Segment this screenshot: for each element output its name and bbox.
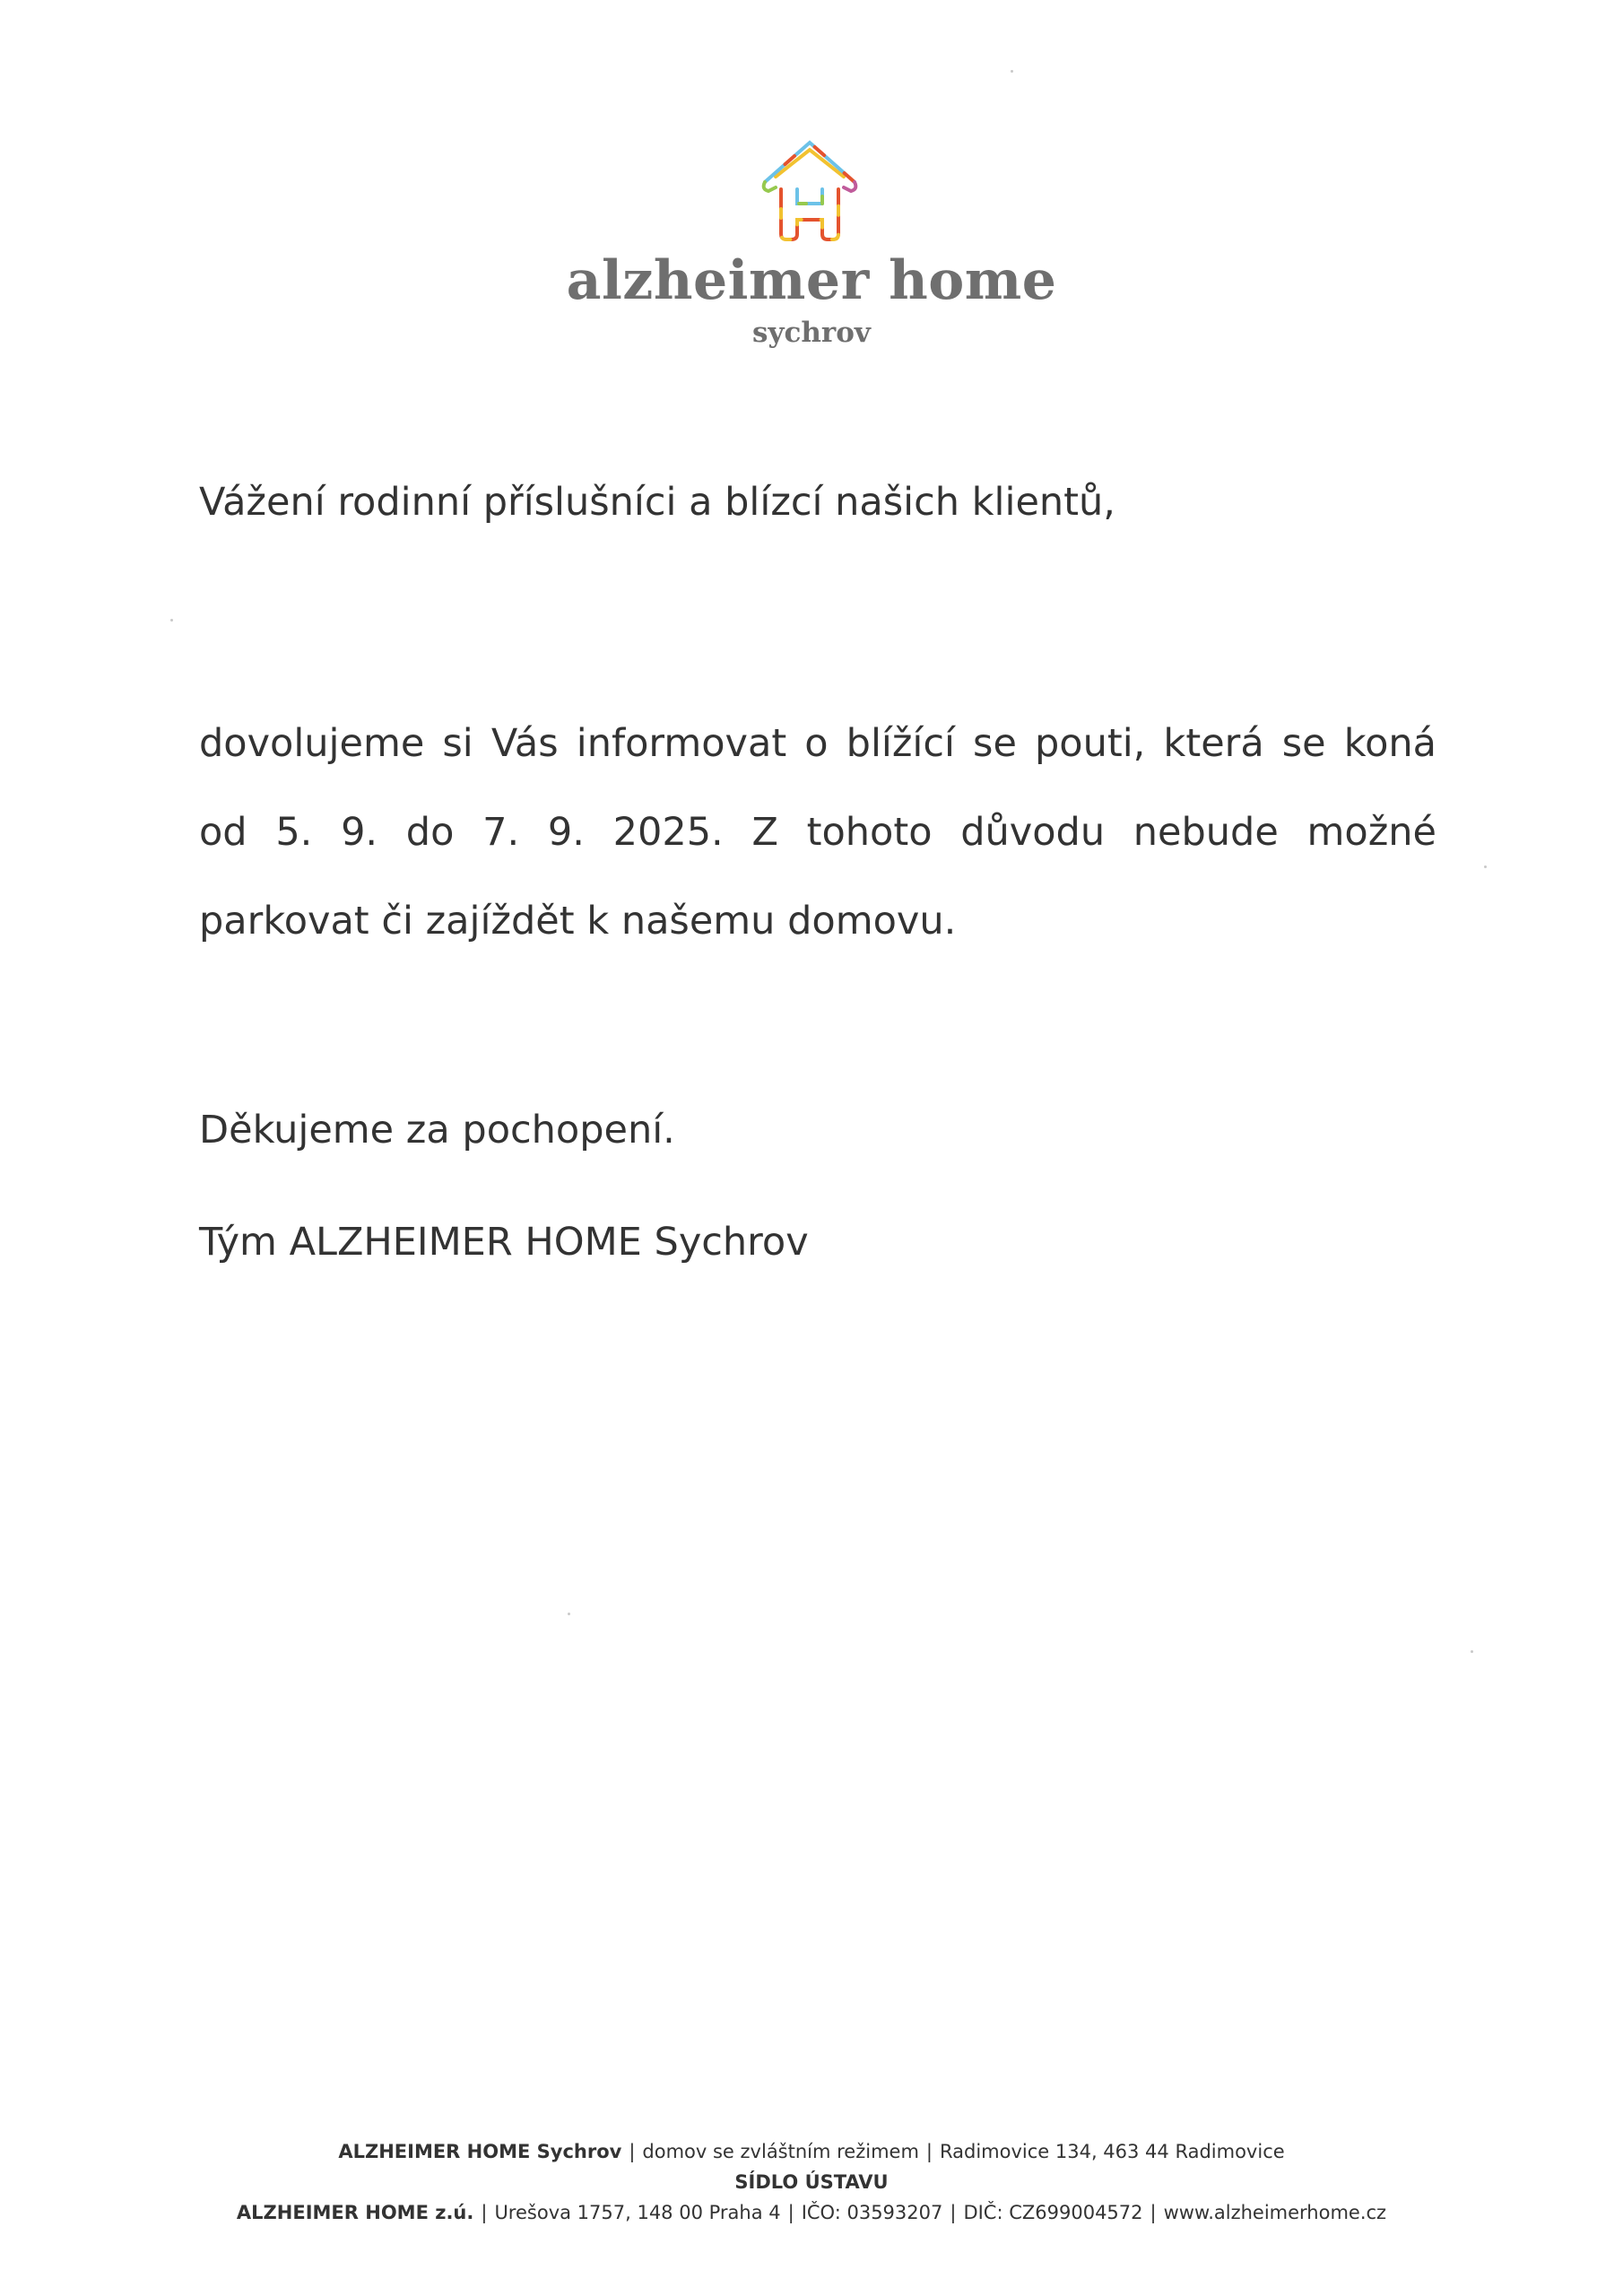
footer-org: ALZHEIMER HOME Sychrov (338, 2141, 622, 2162)
footer-separator: | (925, 2141, 933, 2162)
footer-website-link[interactable]: www.alzheimerhome.cz (1163, 2202, 1387, 2223)
logo (0, 121, 1623, 349)
logo-location: sychrov (752, 317, 871, 349)
scan-speck (568, 1613, 570, 1615)
signature: Tým ALZHEIMER HOME Sychrov (199, 1220, 809, 1265)
scan-speck (170, 619, 173, 622)
footer-facility-type: domov se zvláštním režimem (642, 2141, 919, 2162)
scan-speck (1011, 70, 1013, 73)
scan-speck (1484, 865, 1487, 868)
footer-separator: | (950, 2202, 957, 2223)
footer (0, 2136, 1623, 2228)
footer-dic: DIČ: CZ699004572 (963, 2202, 1143, 2223)
footer-seat-label: SÍDLO ÚSTAVU (734, 2171, 889, 2193)
house-logo-icon (722, 121, 901, 256)
footer-separator: | (1150, 2202, 1157, 2223)
paragraph-line-1: dovolujeme si Vás informovat o blížící se pouti, která se koná (199, 721, 1436, 766)
footer-separator: | (481, 2202, 488, 2223)
notice-paragraph (199, 700, 1436, 966)
footer-address: Radimovice 134, 463 44 Radimovice (940, 2141, 1285, 2162)
scan-speck (1471, 1650, 1473, 1653)
footer-line-2 (0, 2167, 1623, 2197)
thanks-line: Děkujeme za pochopení. (199, 1108, 675, 1152)
footer-line-1 (0, 2136, 1623, 2167)
footer-line-3 (0, 2197, 1623, 2228)
paragraph-line-3: parkovat či zajíždět k našemu domovu. (199, 899, 957, 944)
greeting: Vážení rodinní příslušníci a blízcí našich klientů, (199, 480, 1115, 525)
footer-legal-address: Urešova 1757, 148 00 Praha 4 (494, 2202, 781, 2223)
logo-name: alzheimer home (566, 249, 1057, 312)
footer-separator: | (787, 2202, 794, 2223)
paragraph-line-2: od 5. 9. do 7. 9. 2025. Z tohoto důvodu nebude možné (199, 810, 1436, 855)
footer-legal-org: ALZHEIMER HOME z.ú. (236, 2202, 474, 2223)
footer-ico: IČO: 03593207 (801, 2202, 943, 2223)
footer-separator: | (629, 2141, 636, 2162)
